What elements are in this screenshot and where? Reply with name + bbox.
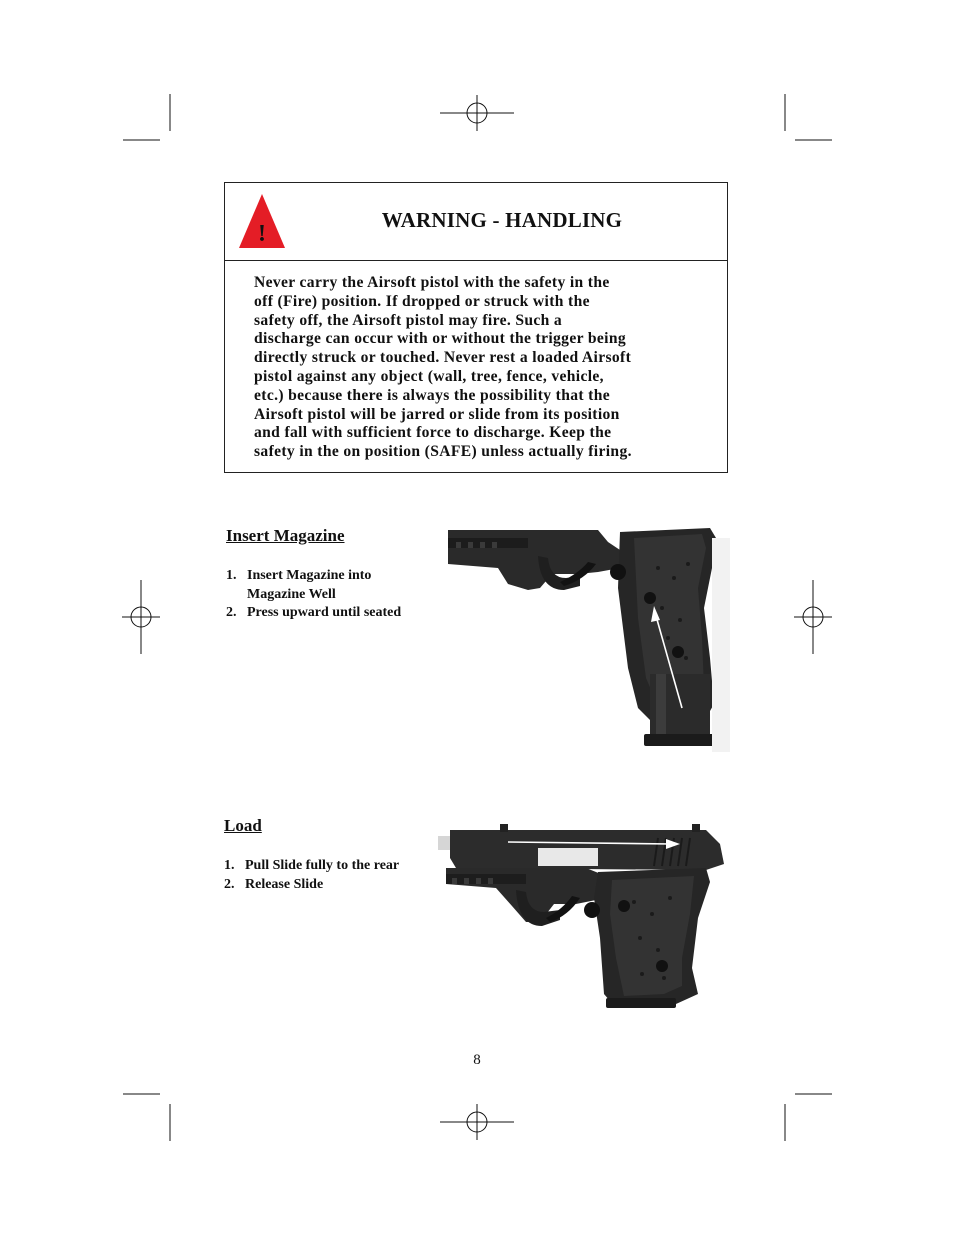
step-item — [226, 604, 436, 623]
insert-magazine-steps — [226, 567, 436, 623]
warning-line: etc.) because there is always the possibility that the — [254, 386, 611, 404]
load-steps — [224, 857, 434, 894]
warning-symbol: ! — [258, 221, 266, 247]
warning-header — [225, 183, 727, 261]
step-number: 1. — [226, 568, 237, 583]
step-text: Magazine Well — [247, 586, 336, 602]
page-number: 8 — [473, 1052, 481, 1068]
warning-text — [254, 274, 706, 462]
load-heading: Load — [224, 816, 262, 835]
step-text: Press upward until seated — [247, 605, 402, 620]
warning-line: directly struck or touched. Never rest a loaded Airsoft — [254, 349, 632, 367]
step-text: Pull Slide fully to the rear — [245, 858, 400, 873]
step-item — [224, 857, 434, 876]
step-number: 1. — [224, 858, 235, 873]
warning-line: safety off, the Airsoft pistol may fire. Such a — [254, 311, 563, 329]
warning-line: discharge can occur with or without the trigger being — [254, 330, 626, 348]
load-photo — [436, 818, 728, 1022]
warning-title: WARNING - HANDLING — [381, 208, 623, 232]
insert-magazine-photo — [448, 528, 730, 752]
warning-line: Airsoft pistol will be jarred or slide from its position — [254, 405, 620, 423]
step-item — [224, 876, 434, 895]
step-text: Release Slide — [245, 876, 324, 892]
warning-line: pistol against any object (wall, tree, fence, vehicle, — [254, 367, 604, 385]
step-item — [226, 567, 436, 604]
step-number: 2. — [226, 605, 237, 620]
warning-line: safety in the on position (SAFE) unless actually firing. — [254, 443, 632, 461]
step-number: 2. — [224, 876, 235, 892]
warning-box — [224, 182, 728, 473]
warning-line: off (Fire) position. If dropped or struck with the — [254, 292, 590, 310]
step-text: Insert Magazine into — [247, 568, 372, 583]
warning-line: and fall with sufficient force to discharge. Keep the — [254, 424, 612, 442]
warning-line: Never carry the Airsoft pistol with the safety in the — [254, 274, 610, 291]
insert-magazine-heading: Insert Magazine — [226, 526, 345, 545]
